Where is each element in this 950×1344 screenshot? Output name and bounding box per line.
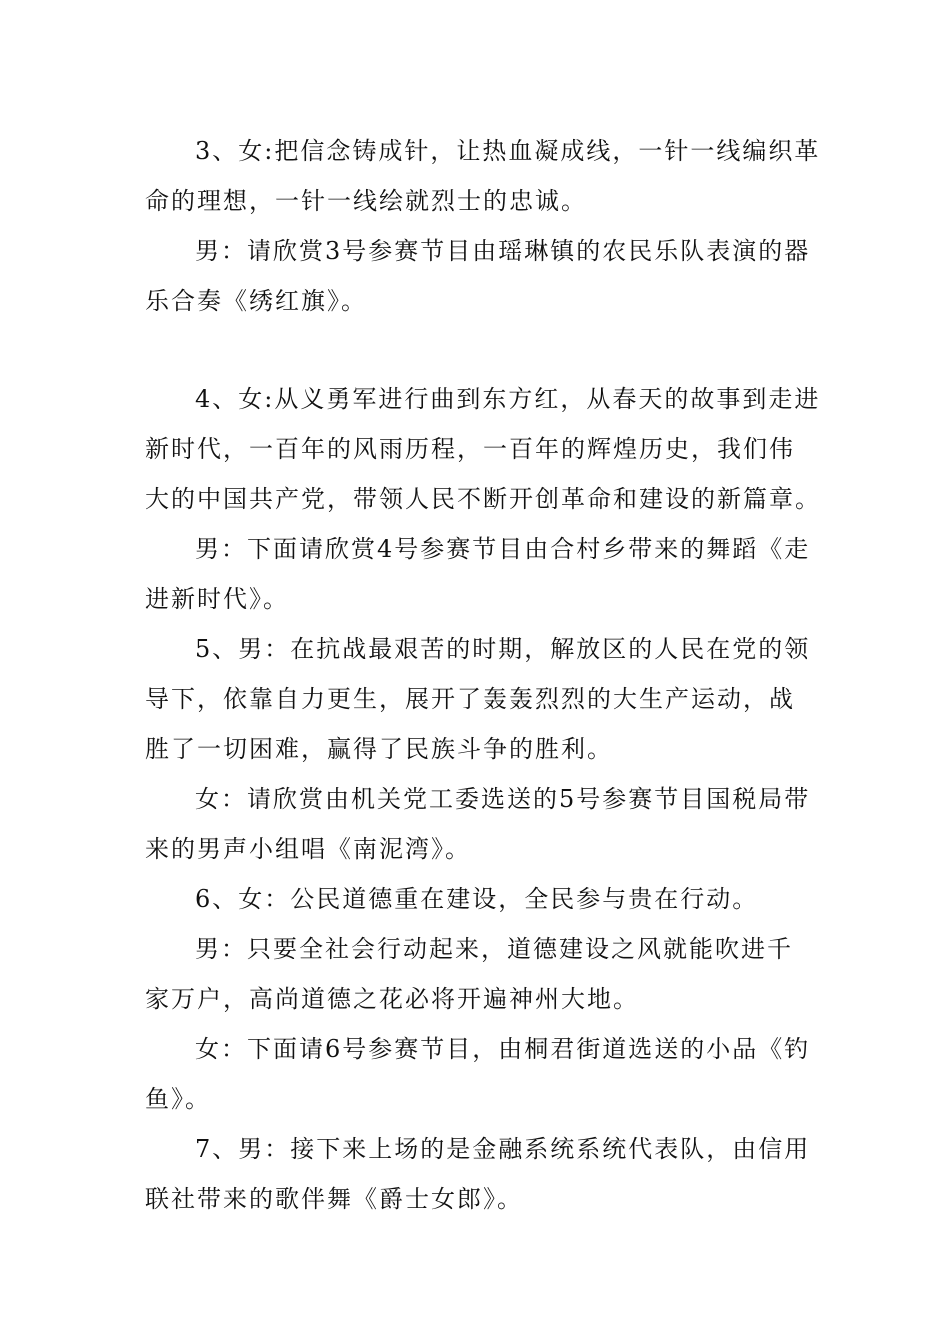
text-line: 导下，依靠自力更生，展开了轰轰烈烈的大生产运动，战 xyxy=(145,685,795,713)
text-line: 3、女:把信念铸成针，让热血凝成线，一针一线编织革 xyxy=(195,137,821,165)
text-line: 7、男：接下来上场的是金融系统系统代表队，由信用 xyxy=(195,1135,811,1163)
text-line: 乐合奏《绣红旗》。 xyxy=(145,287,367,315)
text-line: 胜了一切困难，赢得了民族斗争的胜利。 xyxy=(145,735,613,763)
text-line: 联社带来的歌伴舞《爵士女郎》。 xyxy=(145,1185,523,1213)
text-line: 新时代，一百年的风雨历程，一百年的辉煌历史，我们伟 xyxy=(145,435,795,463)
text-line: 鱼》。 xyxy=(145,1085,211,1113)
text-line: 6、女：公民道德重在建设，全民参与贵在行动。 xyxy=(195,885,759,913)
text-line: 来的男声小组唱《南泥湾》。 xyxy=(145,835,471,863)
text-block-upper xyxy=(145,126,821,326)
text-line: 女：下面请6号参赛节目，由桐君街道选送的小品《钓 xyxy=(195,1035,811,1063)
text-line: 进新时代》。 xyxy=(145,585,289,613)
text-block-lower xyxy=(145,374,821,1224)
text-line: 男：请欣赏3号参赛节目由瑶琳镇的农民乐队表演的器 xyxy=(195,237,811,265)
text-line: 大的中国共产党，带领人民不断开创革命和建设的新篇章。 xyxy=(145,485,821,513)
text-line: 家万户，高尚道德之花必将开遍神州大地。 xyxy=(145,985,639,1013)
text-line: 5、男：在抗战最艰苦的时期，解放区的人民在党的领 xyxy=(195,635,811,663)
text-line: 女：请欣赏由机关党工委选送的5号参赛节目国税局带 xyxy=(195,785,811,813)
text-line: 男：只要全社会行动起来，道德建设之风就能吹进千 xyxy=(195,935,793,963)
text-line: 4、女:从义勇军进行曲到东方红，从春天的故事到走进 xyxy=(195,385,821,413)
text-line: 男：下面请欣赏4号参赛节目由合村乡带来的舞蹈《走 xyxy=(195,535,811,563)
text-line: 命的理想，一针一线绘就烈士的忠诚。 xyxy=(145,187,587,215)
